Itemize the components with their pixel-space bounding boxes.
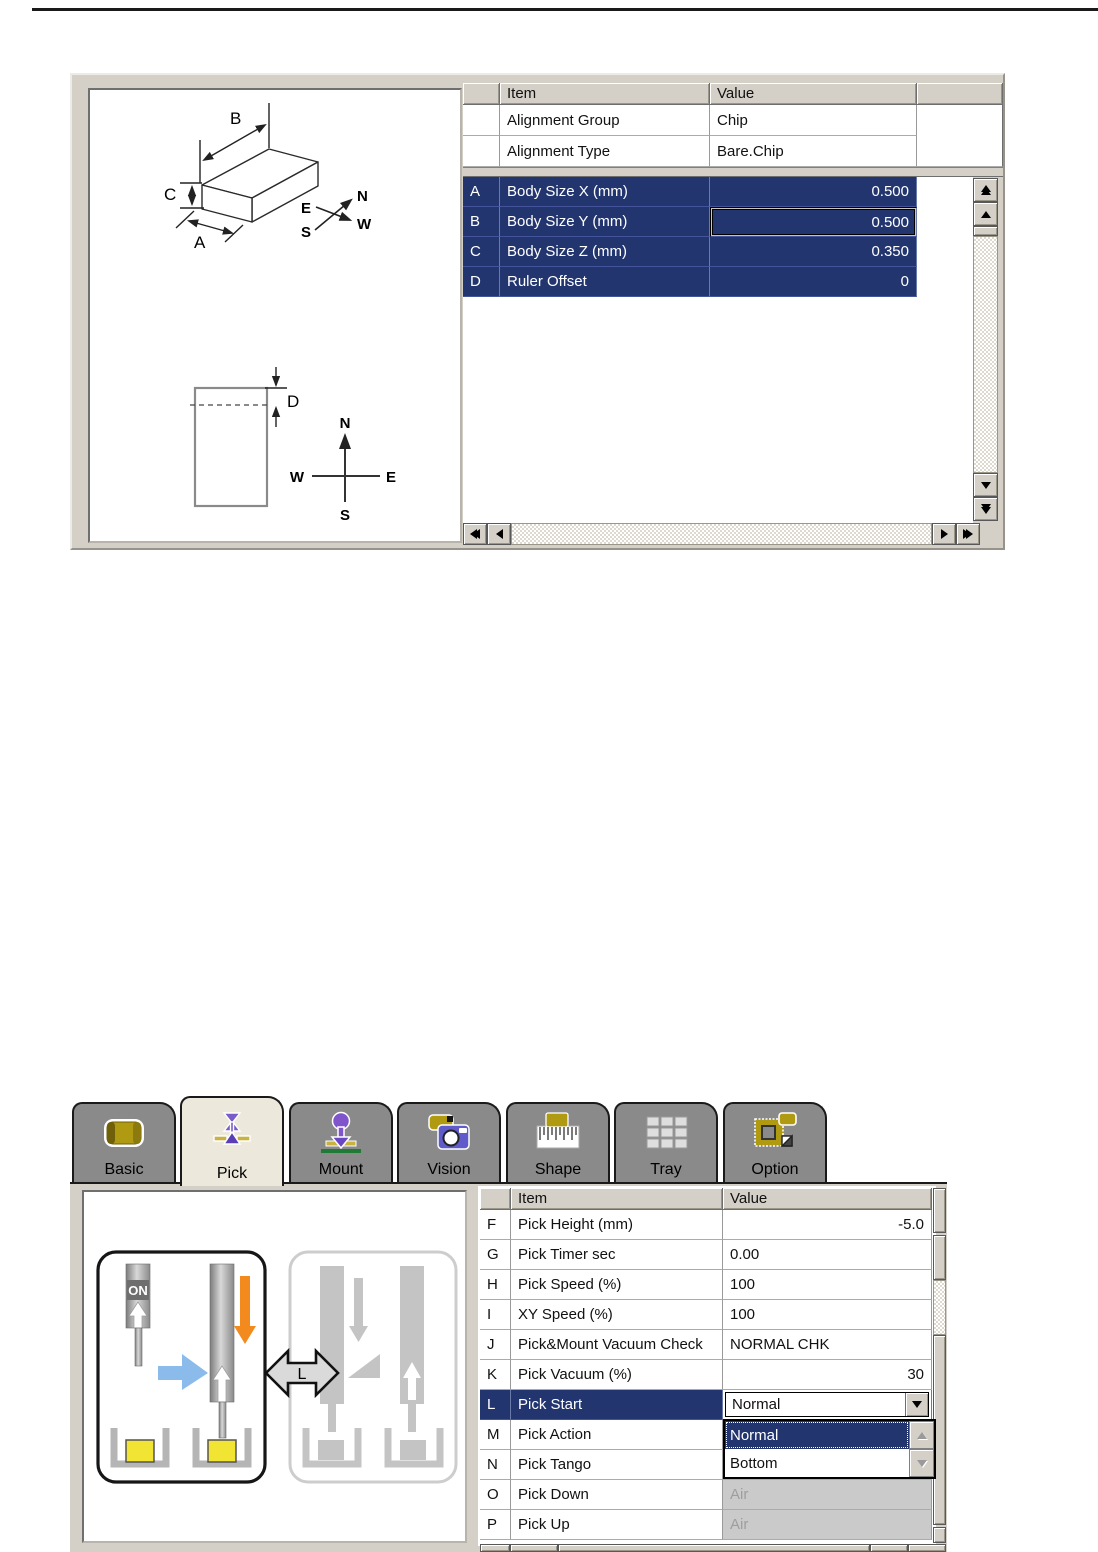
scroll-left-button[interactable] [487,523,511,545]
column-header-item: Item [500,83,710,105]
table-row [463,136,1003,167]
tab-label: Pick [216,1165,248,1182]
scroll-down-button[interactable] [973,473,998,497]
value-cell-disabled: Air [723,1480,932,1510]
tab-label: Basic [104,1161,144,1178]
header-corner-cell [480,1188,511,1210]
row-label-cell [463,105,500,136]
scroll-up-button[interactable] [973,202,998,226]
scroll-button[interactable] [870,1544,908,1552]
table-row [480,1210,932,1240]
double-down-icon [981,506,991,512]
up-icon [981,211,991,218]
scroll-double-down-button[interactable] [973,497,998,521]
value-cell[interactable]: NORMAL CHK [723,1330,932,1360]
column-header-item: Item [511,1188,723,1210]
scroll-thumb[interactable] [973,226,998,236]
row-label-cell: G [480,1240,511,1270]
row-label-cell: I [480,1300,511,1330]
dropdown-option-normal[interactable]: Normal [725,1421,909,1449]
compass-iso-n: N [357,188,368,205]
compass-plan-w: W [289,469,304,486]
row-label-cell: C [463,237,500,267]
row-label-cell: M [480,1420,511,1450]
up-icon [917,1432,927,1439]
item-cell[interactable]: Alignment Group [500,105,710,136]
item-cell[interactable]: Pick Down [511,1480,723,1510]
option-chip-icon [752,1104,798,1161]
dim-d-label: D [287,392,300,411]
vertical-scrollbar-partial[interactable] [933,1188,946,1543]
scroll-double-left-button[interactable] [463,523,487,545]
horizontal-scrollbar[interactable] [463,523,980,545]
dim-a-label: A [194,233,206,252]
item-cell[interactable]: Pick Tango [511,1450,723,1480]
filler-cell [917,136,1003,167]
right-icon [941,529,948,539]
compass-plan-s: S [339,507,351,524]
column-header-value: Value [723,1188,932,1210]
scroll-track[interactable] [973,236,998,473]
left-icon [496,529,503,539]
tab-vision[interactable] [397,1102,501,1182]
alignment-table [463,83,1003,167]
table-section-divider [463,167,1003,177]
pick-start-combobox[interactable] [725,1392,929,1417]
table-row-selected [480,1390,932,1420]
vertical-scrollbar[interactable] [973,178,998,521]
item-cell[interactable]: Ruler Offset [500,267,710,297]
scroll-button[interactable] [510,1544,558,1552]
value-cell [723,1390,932,1420]
scroll-double-up-button[interactable] [973,178,998,202]
combobox-value: Normal [732,1396,781,1413]
row-label-cell: P [480,1510,511,1540]
value-cell[interactable]: 0.00 [723,1240,932,1270]
dimension-diagram-svg [90,90,460,541]
dropdown-option-list [725,1421,909,1477]
double-right-icon [965,529,971,539]
item-cell[interactable]: Pick&Mount Vacuum Check [511,1330,723,1360]
table-row-selected [463,237,917,267]
table-row [480,1240,932,1270]
dim-c-label: C [164,185,177,204]
tab-basic[interactable] [72,1102,176,1182]
table-row-selected [463,267,917,297]
column-header-filler [917,83,1003,105]
value-cell[interactable]: 100 [723,1300,932,1330]
item-cell[interactable]: Pick Speed (%) [511,1270,723,1300]
row-label-cell [463,136,500,167]
table-row [480,1330,932,1360]
item-cell[interactable]: Pick Up [511,1510,723,1540]
mount-nozzle-icon [318,1104,364,1161]
table-row [480,1300,932,1330]
down-icon [917,1460,927,1467]
tab-tray[interactable] [614,1102,718,1182]
vision-camera-icon [426,1104,472,1161]
value-cell-focused[interactable]: 0.500 [710,207,917,237]
dim-b-label: B [230,109,242,128]
combobox-dropdown-button[interactable] [905,1393,928,1416]
dropdown-scrollbar[interactable] [909,1421,934,1477]
row-label-cell: J [480,1330,511,1360]
row-label-cell: L [480,1390,511,1420]
tab-mount[interactable] [289,1102,393,1182]
row-label-cell: K [480,1360,511,1390]
item-cell[interactable]: Pick Vacuum (%) [511,1360,723,1390]
double-left-icon [472,529,478,539]
page-top-rule [32,8,1098,11]
basic-chip-icon [101,1104,147,1161]
column-header-value: Value [710,83,917,105]
pick-diagram-svg [84,1192,465,1541]
item-cell[interactable]: XY Speed (%) [511,1300,723,1330]
dropdown-scroll-up-button[interactable] [909,1421,934,1449]
item-cell[interactable]: Pick Height (mm) [511,1210,723,1240]
table-row [480,1510,932,1540]
horizontal-scrollbar-partial[interactable] [480,1544,946,1552]
row-label-cell: F [480,1210,511,1240]
value-cell[interactable]: 100 [723,1270,932,1300]
tab-label: Vision [427,1161,471,1178]
tab-label: Tray [650,1161,682,1178]
item-cell[interactable]: Pick Start [511,1390,723,1420]
scroll-track[interactable] [933,1280,946,1335]
value-cell[interactable]: Chip [710,105,917,136]
row-label-cell: O [480,1480,511,1510]
header-corner-cell [463,83,500,105]
vacuum-on-label: ON [128,1283,148,1298]
dropdown-arrow-icon [912,1401,922,1408]
value-cell[interactable]: Bare.Chip [710,136,917,167]
item-cell[interactable]: Pick Action [511,1420,723,1450]
pick-down-arrow [240,1276,250,1326]
tray-grid-icon [643,1104,689,1161]
item-cell[interactable]: Body Size Z (mm) [500,237,710,267]
tab-label: Shape [534,1161,582,1178]
item-cell[interactable]: Body Size Y (mm) [500,207,710,237]
double-up-icon [981,187,991,193]
value-cell[interactable]: 0.500 [710,177,917,207]
row-label-cell: A [463,177,500,207]
value-cell[interactable]: -5.0 [723,1210,932,1240]
value-cell-disabled: Air [723,1510,932,1540]
item-cell[interactable]: Alignment Type [500,136,710,167]
dropdown-scroll-down-button[interactable] [909,1449,934,1477]
tab-label: Option [751,1161,799,1178]
part-dimension-diagram [88,88,462,543]
value-cell[interactable]: 0.350 [710,237,917,267]
dropdown-option-bottom[interactable]: Bottom [730,1454,778,1472]
scroll-right-button[interactable] [932,523,956,545]
item-cell[interactable]: Body Size X (mm) [500,177,710,207]
scroll-button[interactable] [480,1544,510,1552]
header-row [480,1188,932,1210]
row-label-cell: N [480,1450,511,1480]
body-size-rows [463,177,917,297]
scroll-double-right-button[interactable] [956,523,980,545]
value-cell[interactable]: 0 [710,267,917,297]
tab-label: Mount [318,1161,364,1178]
pick-action-diagram [82,1190,467,1543]
row-label-cell: H [480,1270,511,1300]
compass-iso-w: W [357,216,372,233]
row-label-cell: D [463,267,500,297]
down-icon [981,482,991,489]
table-row [480,1360,932,1390]
table-row-selected [463,177,917,207]
compass-plan-n: N [339,415,351,432]
item-cell[interactable]: Pick Timer sec [511,1240,723,1270]
compass-iso-s: S [300,224,311,241]
scroll-track[interactable] [511,523,932,545]
tab-shape[interactable] [506,1102,610,1182]
pick-start-dropdown [723,1419,936,1479]
header-row [463,83,1003,105]
pick-nozzle-icon [209,1098,255,1165]
table-row [480,1270,932,1300]
tab-option[interactable] [723,1102,827,1182]
scroll-button[interactable] [908,1544,946,1552]
tab-pick[interactable] [180,1096,284,1186]
pick-parameter-table [480,1188,932,1540]
row-label-cell: B [463,207,500,237]
scroll-track[interactable] [558,1544,870,1552]
compass-iso-e: E [300,200,311,217]
scroll-button[interactable] [933,1188,946,1233]
value-cell[interactable]: 30 [723,1360,932,1390]
table-row [463,105,1003,136]
scroll-thumb[interactable] [933,1235,946,1280]
filler-cell [917,105,1003,136]
compass-plan-e: E [386,469,397,486]
table-row-selected [463,207,917,237]
scroll-button[interactable] [933,1527,946,1543]
shape-ruler-icon [535,1104,581,1161]
table-row [480,1480,932,1510]
link-arrow-label: L [297,1366,307,1383]
